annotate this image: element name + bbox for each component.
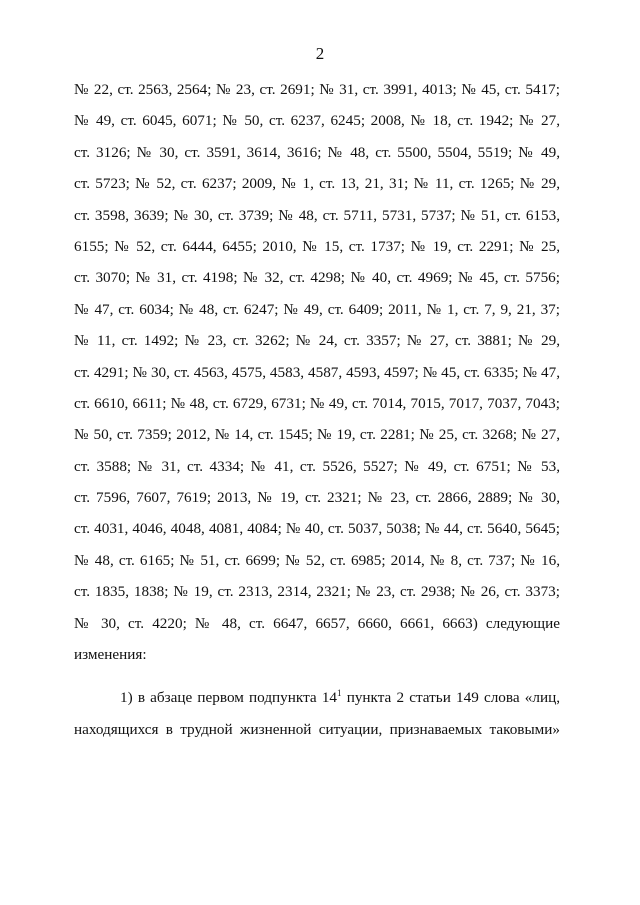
text-line: ст. 3070; № 31, ст. 4198; № 32, ст. 4298; № 40, ст. 4969; № 45, ст. 5756; — [74, 269, 560, 287]
text-line: ст. 6610, 6611; № 48, ст. 6729, 6731; № 49, ст. 7014, 7015, 7017, 7037, 7043; — [74, 394, 560, 412]
text-line: ст. 3598, 3639; № 30, ст. 3739; № 48, ст. 5711, 5731, 5737; № 51, ст. 6153, — [74, 206, 560, 224]
text-line: 6155; № 52, ст. 6444, 6455; 2010, № 15, ст. 1737; № 19, ст. 2291; № 25, — [74, 237, 560, 255]
text-line: находящихся в трудной жизненной ситуации, признаваемых таковыми» — [74, 720, 560, 738]
text-line: ст. 7596, 7607, 7619; 2013, № 19, ст. 2321; № 23, ст. 2866, 2889; № 30, — [74, 489, 560, 507]
superscript-index: 1 — [337, 688, 342, 699]
text-line: ст. 4031, 4046, 4048, 4081, 4084; № 40, ст. 5037, 5038; № 44, ст. 5640, 5645; — [74, 520, 560, 538]
text-line: № 30, ст. 4220; № 48, ст. 6647, 6657, 6660, 6661, 6663) следующие — [74, 614, 560, 632]
item-text-prefix: 1) в абзаце первом подпункта 14 — [120, 689, 338, 707]
text-line: № 47, ст. 6034; № 48, ст. 6247; № 49, ст. 6409; 2011, № 1, ст. 7, 9, 21, 37; — [74, 300, 560, 318]
amendment-item-1 — [74, 682, 560, 745]
item-text-suffix: пункта 2 статьи 149 слова «лиц, — [341, 689, 560, 707]
paragraph-gap — [74, 670, 560, 682]
text-line: № 48, ст. 6165; № 51, ст. 6699; № 52, ст. 6985; 2014, № 8, ст. 737; № 16, — [74, 551, 560, 569]
text-line: № 11, ст. 1492; № 23, ст. 3262; № 24, ст. 3357; № 27, ст. 3881; № 29, — [74, 332, 560, 350]
text-line: ст. 3588; № 31, ст. 4334; № 41, ст. 5526, 5527; № 49, ст. 6751; № 53, — [74, 457, 560, 475]
text-line: № 49, ст. 6045, 6071; № 50, ст. 6237, 6245; 2008, № 18, ст. 1942; № 27, — [74, 112, 560, 130]
page-number: 2 — [315, 44, 325, 63]
reference-paragraph — [74, 74, 560, 670]
text-line: ст. 1835, 1838; № 19, ст. 2313, 2314, 2321; № 23, ст. 2938; № 26, ст. 3373; — [74, 583, 560, 601]
text-line: ст. 5723; № 52, ст. 6237; 2009, № 1, ст. 13, 21, 31; № 11, ст. 1265; № 29, — [74, 175, 560, 193]
text-line: ст. 4291; № 30, ст. 4563, 4575, 4583, 4587, 4593, 4597; № 45, ст. 6335; № 47, — [74, 363, 560, 381]
document-body — [74, 74, 560, 745]
text-line: № 50, ст. 7359; 2012, № 14, ст. 1545; № 19, ст. 2281; № 25, ст. 3268; № 27, — [74, 426, 560, 444]
text-line — [74, 682, 560, 713]
text-line: № 22, ст. 2563, 2564; № 23, ст. 2691; № 31, ст. 3991, 4013; № 45, ст. 5417; — [74, 81, 560, 98]
text-line: ст. 3126; № 30, ст. 3591, 3614, 3616; № 48, ст. 5500, 5504, 5519; № 49, — [74, 143, 560, 161]
text-line: изменения: — [74, 646, 147, 664]
